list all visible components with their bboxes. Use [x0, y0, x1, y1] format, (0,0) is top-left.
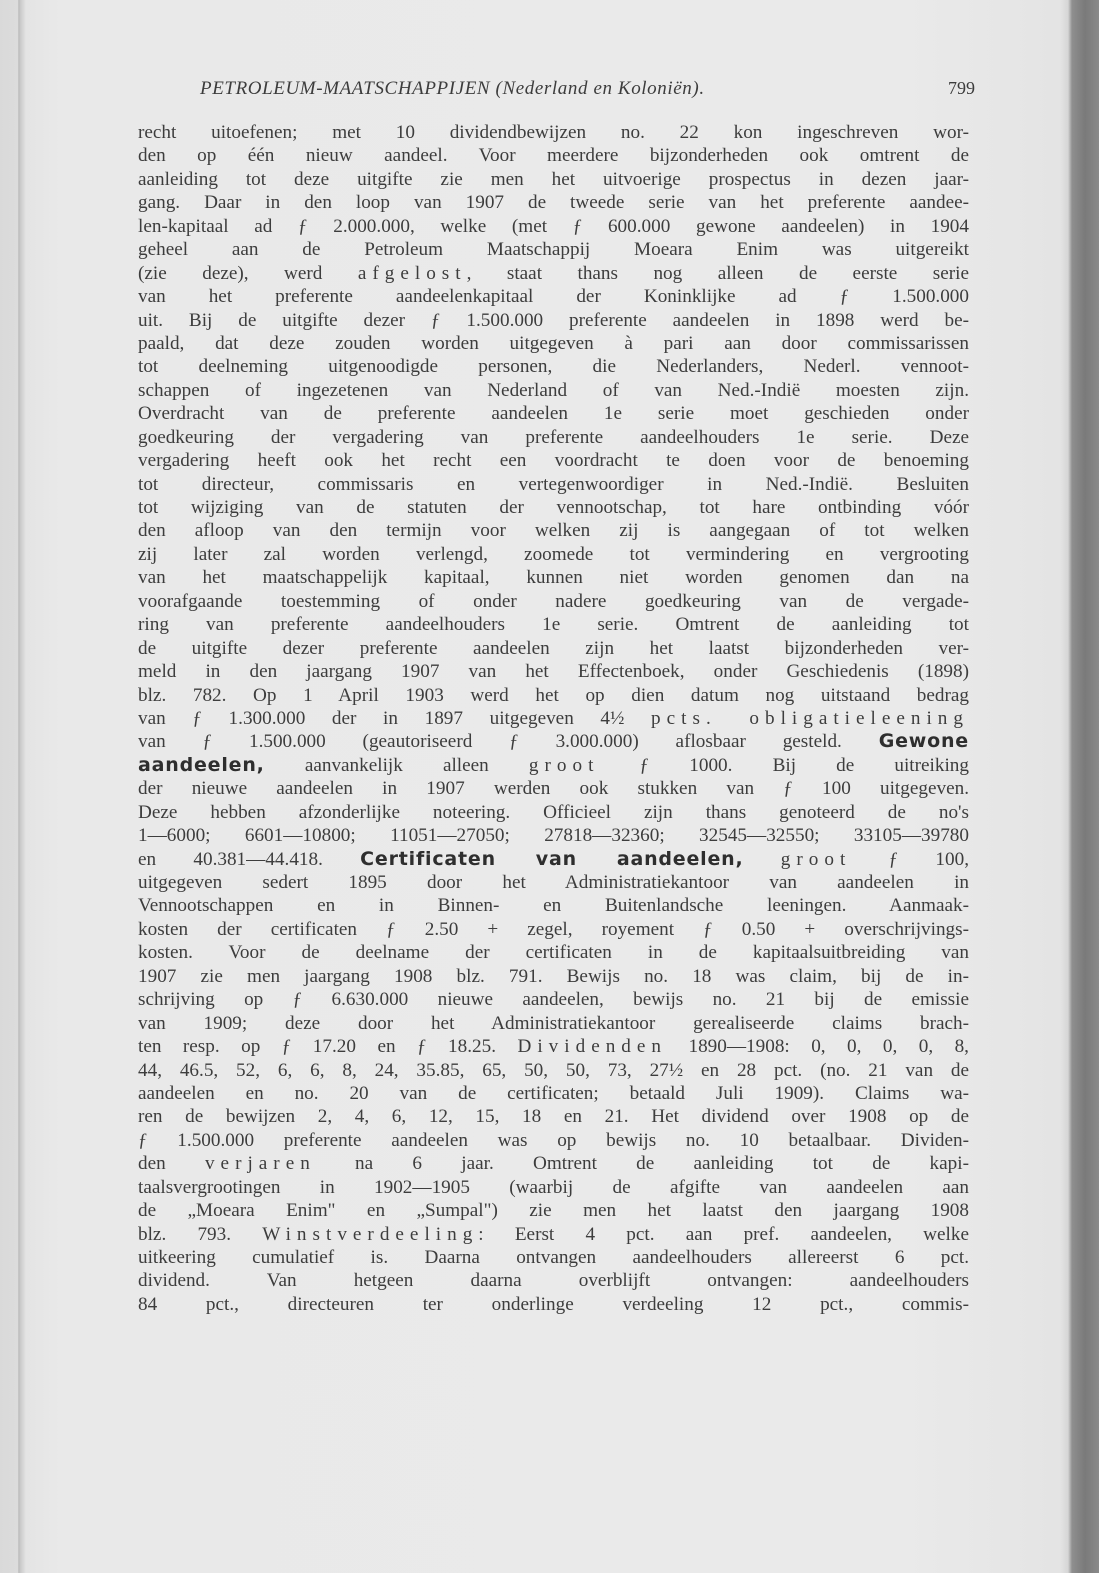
- spaced-emphasis: verjaren: [204, 1153, 316, 1175]
- spaced-emphasis: groot: [528, 754, 600, 776]
- text-run: ƒ 1000. Bij de uitreiking: [599, 754, 969, 776]
- text-run: tot directeur, commissaris en vertegenwoordiger in Ned.-Indië. Besluiten: [138, 473, 969, 495]
- text-run: len-kapitaal ad ƒ 2.000.000, welke (met ƒ 600.000 gewone aandeelen) in 1904: [138, 215, 969, 237]
- text-run: ring van preferente aandeelhouders 1e serie. Omtrent de aanleiding tot: [138, 614, 969, 636]
- text-run: 44, 46.5, 52, 6, 6, 8, 24, 35.85, 65, 50, 50, 73, 27½ en 28 pct. (no. 21 van de: [138, 1059, 969, 1081]
- text-run: tot wijziging van de statuten der vennootschap, tot hare ontbinding vóór: [138, 497, 969, 518]
- text-run: van het preferente aandeelenkapitaal der Koninklijke ad ƒ 1.500.000: [138, 286, 969, 308]
- text-run: dividend. Van hetgeen daarna overblijft ontvangen: aandeelhouders: [138, 1270, 969, 1292]
- text-line: [138, 473, 969, 496]
- text-line: [138, 918, 969, 941]
- text-line: [138, 215, 969, 238]
- text-run: de uitgifte dezer preferente aandeelen zijn het laatst bijzonderheden ver-: [138, 637, 969, 659]
- bold-heading: Gewone: [878, 730, 969, 753]
- spaced-emphasis: afgelost: [357, 262, 467, 284]
- text-run: aanleiding tot deze uitgifte zie men het uitvoerige prospectus in dezen jaar-: [138, 168, 969, 190]
- text-run: tot deelneming uitgenoodigde personen, die Nederlanders, Nederl. vennoot-: [138, 356, 969, 378]
- text-run: aandeelen en no. 20 van de certificaten; betaald Juli 1909). Claims wa-: [138, 1082, 969, 1104]
- text-run: ren de bewijzen 2, 4, 6, 12, 15, 18 en 21. Het dividend over 1908 op de: [138, 1106, 969, 1128]
- text-run: ten resp. op ƒ 17.20 en ƒ 18.25.: [138, 1036, 518, 1058]
- text-run: ƒ 1.500.000 preferente aandeelen was op bewijs no. 10 betaalbaar. Dividen-: [138, 1129, 969, 1151]
- text-run: schappen of ingezetenen van Nederland of van Ned.-Indië moesten zijn.: [138, 379, 969, 401]
- text-run: na 6 jaar. Omtrent de aanleiding tot de kapi-: [315, 1153, 969, 1175]
- text-line: [138, 637, 969, 660]
- text-run: 84 pct., directeuren ter onderlinge verdeeling 12 pct., commis-: [138, 1293, 969, 1315]
- text-line: [138, 730, 969, 753]
- text-run: [744, 849, 781, 870]
- text-line: [138, 144, 969, 167]
- spaced-emphasis: groot: [780, 848, 852, 870]
- text-run: van 1909; deze door het Administratiekantoor gerealiseerde claims brach-: [138, 1012, 969, 1034]
- text-run: blz. 782. Op 1 April 1903 werd het op dien datum nog uitstaand bedrag: [138, 684, 969, 706]
- text-line: [138, 121, 969, 144]
- page-binding-edge: [18, 0, 20, 1573]
- text-run: kosten. Voor de deelname der certificaten in de kapitaalsuitbreiding van: [138, 942, 969, 964]
- text-run: aanvankelijk alleen: [264, 754, 529, 776]
- text-run: van het maatschappelijk kapitaal, kunnen niet worden genomen dan na: [138, 567, 969, 589]
- text-line: [138, 684, 969, 707]
- text-line: [138, 965, 969, 988]
- page-number: 799: [948, 78, 975, 98]
- text-run: den: [138, 1153, 205, 1175]
- text-run: kosten der certificaten ƒ 2.50 + zegel, royement ƒ 0.50 + overschrijvings-: [138, 918, 969, 940]
- text-run: den afloop van den termijn voor welken zij is aangegaan of tot welken: [138, 520, 969, 542]
- text-line: [138, 496, 969, 519]
- text-line: [138, 426, 969, 449]
- text-run: der nieuwe aandeelen in 1907 werden ook stukken van ƒ 100 uitgegeven.: [138, 778, 969, 800]
- text-line: [138, 519, 969, 542]
- text-line: [138, 988, 969, 1011]
- text-line: [138, 754, 969, 777]
- text-line: [138, 941, 969, 964]
- text-run: recht uitoefenen; met 10 dividendbewijzen no. 22 kon ingeschreven wor-: [138, 122, 969, 143]
- text-run: : Eerst 4 pct. aan pref. aandeelen, welke: [478, 1223, 969, 1245]
- text-run: 1—6000; 6601—10800; 11051—27050; 27818—32360; 32545—32550; 33105—39780: [138, 825, 969, 847]
- text-run: gang. Daar in den loop van 1907 de tweede serie van het preferente aandee-: [138, 192, 969, 214]
- bold-heading: aandeelen,: [138, 753, 265, 776]
- text-run: (zie deze), werd: [138, 262, 358, 284]
- text-run: paald, dat deze zouden worden uitgegeven à pari aan door commissarissen: [138, 332, 969, 354]
- text-line: [138, 1152, 969, 1175]
- text-line: [138, 707, 969, 730]
- body-text: [138, 121, 969, 1316]
- text-line: [138, 1082, 969, 1105]
- text-run: uit. Bij de uitgifte dezer ƒ 1.500.000 preferente aandeelen in 1898 werd be-: [138, 309, 969, 331]
- text-run: geheel aan de Petroleum Maatschappij Moeara Enim was uitgereikt: [138, 239, 969, 261]
- text-line: [138, 871, 969, 894]
- text-line: [138, 449, 969, 472]
- text-line: [138, 1012, 969, 1035]
- text-run: 1907 zie men jaargang 1908 blz. 791. Bewijs no. 18 was claim, bij de in-: [138, 965, 969, 987]
- text-run: van ƒ 1.500.000 (geautoriseerd ƒ 3.000.000) aflosbaar gesteld.: [138, 731, 879, 753]
- text-line: [138, 1269, 969, 1292]
- text-run: van ƒ 1.300.000 der in 1897 uitgegeven 4½: [138, 707, 652, 729]
- text-run: 1890—1908: 0, 0, 0, 0, 8,: [667, 1036, 969, 1058]
- text-run: Vennootschappen en in Binnen- en Buitenlandsche leeningen. Aanmaak-: [138, 895, 969, 917]
- text-run: Overdracht van de preferente aandeelen 1e serie moet geschieden onder: [138, 403, 969, 425]
- text-line: [138, 309, 969, 332]
- text-line: [138, 801, 969, 824]
- spaced-emphasis: pcts. obligatieleening: [651, 707, 969, 729]
- text-line: [138, 824, 969, 847]
- text-line: [138, 660, 969, 683]
- text-run: de „Moeara Enim" en „Sumpal") zie men het laatst den jaargang 1908: [138, 1200, 969, 1222]
- text-run: zij later zal worden verlengd, zoomede tot vermindering en vergrooting: [138, 543, 969, 565]
- text-run: en 40.381—44.418.: [138, 848, 361, 870]
- text-line: [138, 191, 969, 214]
- text-line: [138, 402, 969, 425]
- text-line: [138, 777, 969, 800]
- text-line: [138, 1129, 969, 1152]
- text-run: vergadering heeft ook het recht een voordracht te doen voor de benoeming: [138, 450, 969, 472]
- text-run: uitkeering cumulatief is. Daarna ontvangen aandeelhouders allereerst 6 pct.: [138, 1247, 969, 1268]
- text-line: [138, 848, 969, 871]
- text-line: [138, 1105, 969, 1128]
- text-run: blz. 793.: [138, 1223, 263, 1245]
- text-line: [138, 894, 969, 917]
- header-title: PETROLEUM-MAATSCHAPPIJEN (Nederland en Koloniën).: [200, 78, 705, 99]
- text-line: [138, 613, 969, 636]
- text-line: [138, 1176, 969, 1199]
- text-run: schrijving op ƒ 6.630.000 nieuwe aandeelen, bewijs no. 21 bij de emissie: [138, 989, 969, 1011]
- text-line: [138, 1293, 969, 1316]
- bold-heading: Certificaten van aandeelen,: [360, 847, 744, 870]
- text-line: [138, 262, 969, 285]
- text-line: [138, 543, 969, 566]
- text-line: [138, 379, 969, 402]
- text-run: Deze hebben afzonderlijke noteering. Officieel zijn thans genoteerd de no's: [138, 801, 969, 823]
- text-line: [138, 1223, 969, 1246]
- text-line: [138, 285, 969, 308]
- text-run: den op één nieuw aandeel. Voor meerdere bijzonderheden ook omtrent de: [138, 145, 969, 167]
- running-header: [200, 78, 975, 102]
- text-line: [138, 355, 969, 378]
- spaced-emphasis: Winstverdeeling: [262, 1223, 479, 1245]
- text-run: taalsvergrootingen in 1902—1905 (waarbij de afgifte van aandeelen aan: [138, 1176, 969, 1198]
- text-line: [138, 1059, 969, 1082]
- text-line: [138, 168, 969, 191]
- text-line: [138, 332, 969, 355]
- text-line: [138, 238, 969, 261]
- text-run: , staat thans nog alleen de eerste serie: [466, 262, 969, 284]
- text-run: voorafgaande toestemming of onder nadere goedkeuring van de vergade-: [138, 590, 969, 612]
- text-line: [138, 1035, 969, 1058]
- text-run: goedkeuring der vergadering van preferente aandeelhouders 1e serie. Deze: [138, 426, 969, 448]
- text-run: meld in den jaargang 1907 van het Effectenboek, onder Geschiedenis (1898): [138, 661, 969, 683]
- text-line: [138, 1199, 969, 1222]
- text-run: uitgegeven sedert 1895 door het Administratiekantoor van aandeelen in: [138, 872, 969, 893]
- text-run: ƒ 100,: [851, 848, 969, 870]
- spaced-emphasis: Dividenden: [517, 1036, 668, 1058]
- text-line: [138, 1246, 969, 1269]
- text-line: [138, 566, 969, 589]
- text-line: [138, 590, 969, 613]
